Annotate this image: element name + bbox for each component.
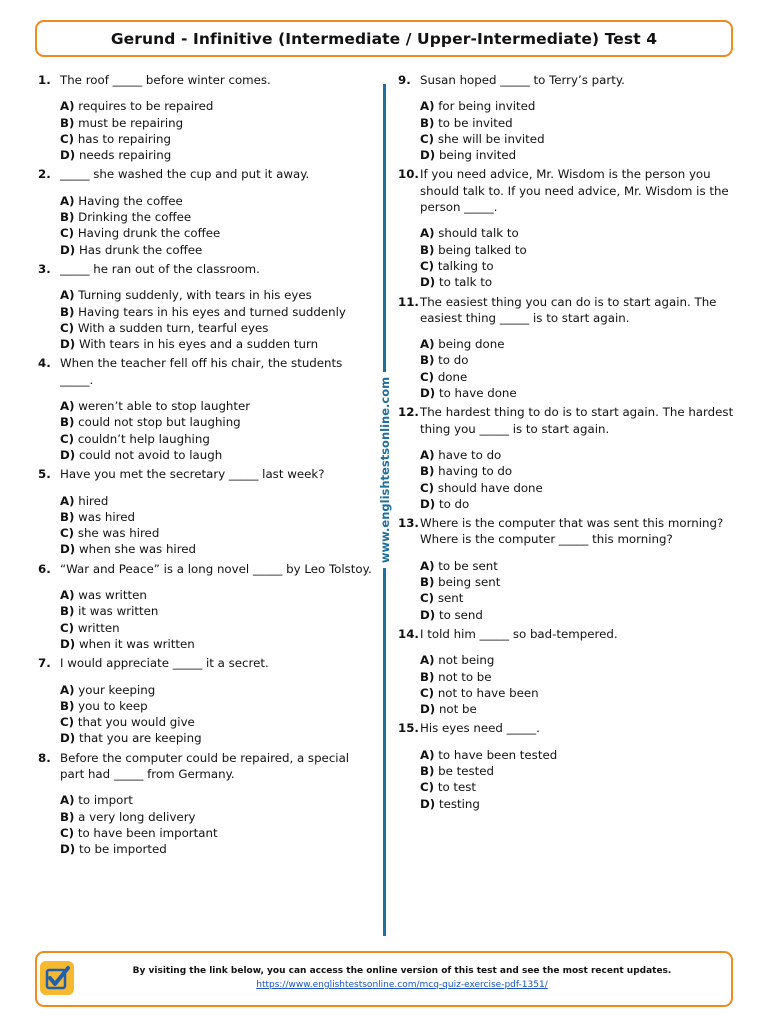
answer-option [60, 792, 376, 808]
option-text: should have done [437, 480, 543, 495]
answer-options [60, 587, 376, 652]
question-text: The roof _____ before winter comes. [60, 73, 271, 87]
question [38, 655, 376, 746]
option-text: to be imported [78, 842, 167, 857]
option-text: Having drunk the coffee [77, 226, 221, 241]
answer-option [60, 636, 376, 652]
option-text: could not avoid to laugh [78, 447, 223, 462]
question [38, 72, 376, 163]
option-text: to talk to [438, 275, 493, 290]
option-text: to send [438, 607, 483, 622]
answer-option [60, 509, 376, 525]
option-letter: B) [60, 604, 75, 619]
option-letter: B) [420, 669, 435, 684]
question-text: Susan hoped _____ to Terry’s party. [420, 73, 625, 87]
option-letter: C) [60, 620, 75, 635]
answer-option [420, 274, 736, 290]
answer-option [420, 590, 736, 606]
answer-option [60, 493, 376, 509]
question [38, 750, 376, 858]
question-number: 12. [398, 405, 419, 420]
answer-option [420, 607, 736, 623]
option-text: not being [438, 653, 495, 668]
option-letter: A) [60, 682, 75, 697]
answer-option [60, 225, 376, 241]
option-text: requires to be repaired [78, 99, 214, 114]
option-text: Having tears in his eyes and turned suddenly [78, 304, 346, 319]
answer-options [420, 336, 736, 401]
answer-option [420, 763, 736, 779]
option-letter: D) [60, 148, 76, 163]
answer-option [420, 669, 736, 685]
question-number: 5. [38, 467, 51, 482]
question [398, 294, 736, 402]
option-letter: B) [60, 210, 75, 225]
answer-option [60, 730, 376, 746]
option-text: to have done [438, 386, 517, 401]
option-letter: C) [60, 715, 75, 730]
option-text: must be repairing [78, 115, 184, 130]
option-letter: C) [420, 258, 435, 273]
checkmark-icon [40, 961, 74, 995]
question-number: 4. [38, 356, 51, 371]
answer-options [60, 98, 376, 163]
answer-option [60, 209, 376, 225]
option-text: should talk to [438, 226, 519, 241]
questions-left-column [38, 72, 376, 857]
test-link[interactable]: https://www.englishtestsonline.com/mcq-quiz-exercise-pdf-1351/ [256, 980, 548, 990]
option-text: With tears in his eyes and a sudden turn [78, 337, 319, 352]
option-letter: C) [420, 780, 435, 795]
answer-option [420, 747, 736, 763]
answer-option [420, 369, 736, 385]
option-text: when it was written [78, 636, 195, 651]
answer-option [60, 541, 376, 557]
option-letter: A) [60, 793, 75, 808]
answer-option [420, 242, 736, 258]
answer-option [60, 320, 376, 336]
question [38, 466, 376, 557]
option-letter: A) [420, 447, 435, 462]
option-letter: D) [420, 275, 436, 290]
question-number: 14. [398, 626, 419, 641]
option-letter: B) [60, 415, 75, 430]
option-letter: A) [60, 193, 75, 208]
footer-box [35, 951, 733, 1007]
option-text: talking to [437, 258, 494, 273]
answer-option [420, 480, 736, 496]
question-text: Before the computer could be repaired, a special part had _____ from Germany. [60, 750, 350, 781]
answer-option [60, 115, 376, 131]
option-letter: A) [60, 288, 75, 303]
answer-option [420, 779, 736, 795]
option-letter: A) [420, 226, 435, 241]
answer-option [420, 652, 736, 668]
option-letter: B) [60, 115, 75, 130]
answer-option [60, 682, 376, 698]
answer-option [420, 131, 736, 147]
question-number: 1. [38, 73, 51, 87]
option-letter: B) [420, 242, 435, 257]
answer-option [60, 714, 376, 730]
question-number: 11. [398, 294, 419, 309]
question-number: 10. [398, 167, 419, 182]
question [398, 720, 736, 811]
question [398, 404, 736, 512]
option-text: Turning suddenly, with tears in his eyes [78, 288, 312, 303]
answer-options [420, 225, 736, 290]
option-text: was hired [78, 509, 136, 524]
answer-options [420, 447, 736, 512]
footer-text: By visiting the link below, you can access the online version of this test and see the most recent updates. [132, 966, 672, 976]
option-letter: B) [420, 115, 435, 130]
option-letter: B) [60, 698, 75, 713]
question-number: 8. [38, 750, 51, 765]
option-letter: C) [420, 685, 435, 700]
answer-option [420, 463, 736, 479]
option-letter: D) [420, 796, 436, 811]
answer-option [420, 115, 736, 131]
option-text: being talked to [438, 242, 527, 257]
option-text: couldn’t help laughing [77, 431, 210, 446]
option-text: has to repairing [77, 131, 171, 146]
answer-option [60, 447, 376, 463]
option-text: to do [438, 353, 469, 368]
option-letter: B) [420, 353, 435, 368]
answer-option [60, 304, 376, 320]
option-text: to test [437, 780, 477, 795]
answer-option [420, 385, 736, 401]
site-watermark: www.englishtestsonline.com [378, 372, 392, 568]
question-text: _____ he ran out of the classroom. [60, 261, 260, 276]
answer-option [420, 574, 736, 590]
option-text: not to have been [437, 685, 539, 700]
option-letter: D) [60, 447, 76, 462]
question-number: 9. [398, 73, 411, 87]
answer-option [60, 414, 376, 430]
option-text: have to do [438, 447, 502, 462]
option-letter: D) [60, 636, 76, 651]
question-text: Have you met the secretary _____ last week? [60, 467, 325, 482]
answer-option [60, 698, 376, 714]
answer-options [60, 792, 376, 857]
answer-option [420, 796, 736, 812]
option-text: weren’t able to stop laughter [78, 399, 251, 414]
option-text: Has drunk the coffee [78, 242, 203, 257]
option-text: Having the coffee [78, 193, 183, 208]
option-letter: B) [60, 809, 75, 824]
question-number: 13. [398, 516, 419, 531]
title-box [35, 20, 733, 57]
option-letter: A) [420, 747, 435, 762]
answer-option [420, 336, 736, 352]
question-text: “War and Peace” is a long novel _____ by Leo Tolstoy. [60, 561, 372, 576]
answer-options [60, 682, 376, 747]
option-letter: D) [60, 337, 76, 352]
option-text: for being invited [438, 99, 536, 114]
question-number: 6. [38, 561, 51, 576]
option-letter: D) [420, 148, 436, 163]
option-text: done [437, 369, 468, 384]
option-letter: C) [420, 591, 435, 606]
answer-option [60, 336, 376, 352]
option-letter: D) [60, 731, 76, 746]
option-text: be tested [438, 763, 495, 778]
option-letter: C) [60, 825, 75, 840]
option-letter: B) [420, 763, 435, 778]
option-text: she will be invited [437, 131, 545, 146]
answer-option [60, 193, 376, 209]
question [38, 166, 376, 257]
option-text: not be [438, 702, 477, 717]
option-letter: B) [60, 509, 75, 524]
option-letter: D) [420, 607, 436, 622]
answer-option [60, 398, 376, 414]
answer-option [420, 147, 736, 163]
question-text: The easiest thing you can do is to start again. The easiest thing _____ is to start again. [420, 294, 717, 325]
option-text: was written [78, 588, 147, 603]
answer-options [420, 98, 736, 163]
question [398, 166, 736, 290]
answer-option [60, 131, 376, 147]
answer-option [60, 841, 376, 857]
option-text: that you would give [77, 715, 195, 730]
option-letter: C) [60, 131, 75, 146]
answer-options [420, 747, 736, 812]
option-text: hired [78, 493, 109, 508]
answer-options [420, 652, 736, 717]
question-number: 15. [398, 721, 419, 736]
option-text: being done [438, 337, 505, 352]
question-number: 2. [38, 167, 51, 182]
option-letter: A) [60, 588, 75, 603]
option-letter: C) [60, 226, 75, 241]
option-letter: D) [420, 386, 436, 401]
option-letter: D) [60, 542, 76, 557]
option-letter: C) [420, 480, 435, 495]
option-text: to do [438, 496, 470, 511]
answer-option [60, 809, 376, 825]
question-text: If you need advice, Mr. Wisdom is the person you should talk to. If you need advice, Mr. Wisdom is the person _____. [420, 167, 729, 215]
question-text: Where is the computer that was sent this morning? Where is the computer _____ this morning? [420, 516, 724, 547]
question [38, 561, 376, 652]
option-letter: C) [60, 526, 75, 541]
answer-option [60, 431, 376, 447]
answer-option [420, 447, 736, 463]
answer-option [420, 225, 736, 241]
option-letter: A) [60, 399, 75, 414]
option-letter: B) [60, 304, 75, 319]
page-title: Gerund - Infinitive (Intermediate / Upper-Intermediate) Test 4 [110, 29, 658, 48]
answer-option [60, 287, 376, 303]
option-letter: A) [420, 653, 435, 668]
option-text: to be sent [438, 558, 498, 573]
option-text: needs repairing [78, 148, 172, 163]
option-text: she was hired [77, 526, 160, 541]
option-text: you to keep [78, 698, 148, 713]
question [398, 515, 736, 623]
option-letter: A) [420, 337, 435, 352]
answer-option [60, 147, 376, 163]
answer-options [60, 287, 376, 352]
option-letter: C) [420, 131, 435, 146]
answer-option [420, 701, 736, 717]
answer-options [60, 398, 376, 463]
answer-option [60, 587, 376, 603]
answer-options [420, 558, 736, 623]
question-text: When the teacher fell off his chair, the students _____. [60, 356, 343, 387]
option-letter: C) [420, 369, 435, 384]
option-letter: A) [420, 558, 435, 573]
option-text: it was written [78, 604, 159, 619]
question-text: I told him _____ so bad-tempered. [420, 626, 618, 641]
option-letter: B) [420, 464, 435, 479]
question-number: 3. [38, 261, 51, 276]
option-letter: D) [420, 702, 436, 717]
question-text: I would appreciate _____ it a secret. [60, 656, 269, 671]
option-text: your keeping [78, 682, 156, 697]
answer-option [420, 496, 736, 512]
question-number: 7. [38, 656, 51, 671]
question-text: The hardest thing to do is to start again. The hardest thing you _____ is to start again. [420, 405, 734, 436]
option-text: that you are keeping [78, 731, 202, 746]
option-text: sent [437, 591, 464, 606]
option-text: when she was hired [78, 542, 197, 557]
option-text: to import [78, 793, 133, 808]
option-letter: A) [60, 493, 75, 508]
option-letter: D) [420, 496, 436, 511]
option-text: having to do [438, 464, 513, 479]
answer-options [60, 193, 376, 258]
option-text: a very long delivery [78, 809, 196, 824]
option-text: to have been important [77, 825, 218, 840]
option-letter: D) [60, 242, 76, 257]
answer-option [60, 98, 376, 114]
option-text: could not stop but laughing [78, 415, 241, 430]
answer-option [420, 352, 736, 368]
question [38, 261, 376, 352]
option-letter: A) [60, 99, 75, 114]
question [398, 626, 736, 717]
option-text: being sent [438, 575, 501, 590]
questions-right-column [398, 72, 736, 812]
answer-option [420, 685, 736, 701]
answer-option [60, 603, 376, 619]
question [398, 72, 736, 163]
option-letter: B) [420, 575, 435, 590]
answer-option [420, 258, 736, 274]
option-text: Drinking the coffee [78, 210, 192, 225]
question-text: _____ she washed the cup and put it away. [60, 167, 310, 182]
option-text: being invited [438, 148, 517, 163]
answer-option [60, 242, 376, 258]
answer-option [420, 98, 736, 114]
option-text: not to be [438, 669, 492, 684]
option-text: testing [438, 796, 480, 811]
option-text: to be invited [438, 115, 513, 130]
option-text: With a sudden turn, tearful eyes [77, 320, 269, 335]
answer-option [60, 525, 376, 541]
answer-options [60, 493, 376, 558]
option-letter: A) [420, 99, 435, 114]
option-text: written [77, 620, 120, 635]
option-text: to have been tested [438, 747, 558, 762]
answer-option [420, 558, 736, 574]
option-letter: C) [60, 320, 75, 335]
option-letter: C) [60, 431, 75, 446]
option-letter: D) [60, 842, 76, 857]
answer-option [60, 620, 376, 636]
answer-option [60, 825, 376, 841]
question-text: His eyes need _____. [420, 721, 540, 736]
question [38, 355, 376, 463]
